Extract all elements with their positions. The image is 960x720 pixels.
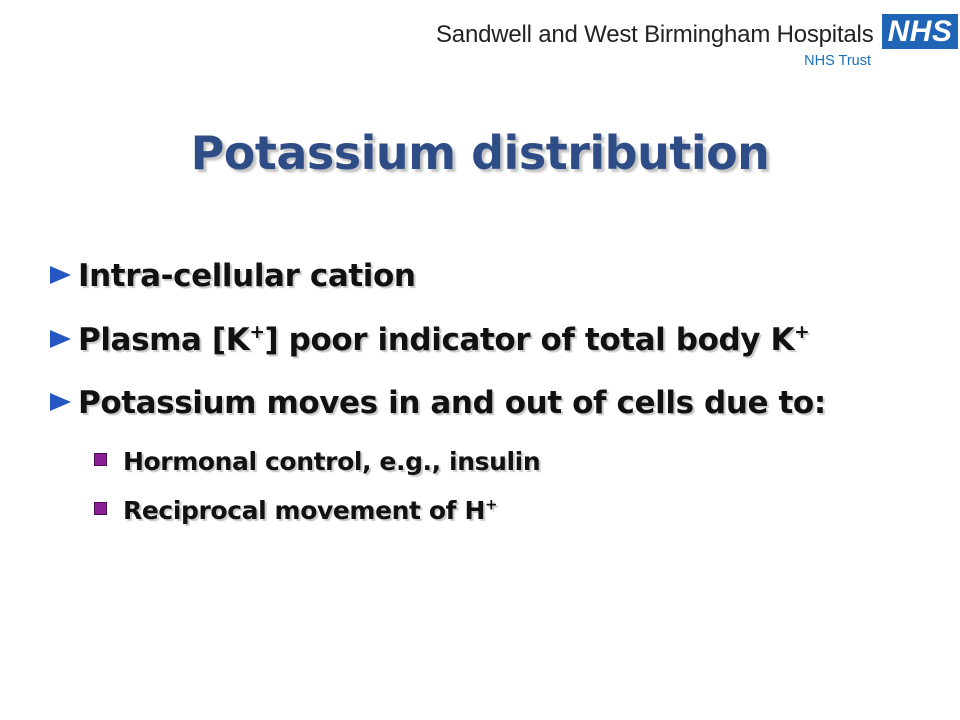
superscript: + [794, 321, 810, 343]
sub-bullet-item [94, 496, 497, 525]
bullet-text: Hormonal control, e.g., insulin [123, 447, 541, 476]
bullet-item [50, 322, 809, 358]
nhs-logo: NHS [882, 14, 958, 49]
square-bullet-icon [94, 502, 107, 515]
bullet-item [50, 258, 416, 294]
bullet-text: Plasma [K [78, 322, 250, 358]
trust-name: NHS Trust [804, 53, 871, 69]
bullet-text: Reciprocal movement of H [123, 496, 485, 525]
square-bullet-icon [94, 453, 107, 466]
bullet-text: ] poor indicator of total body K [264, 322, 795, 358]
superscript: + [484, 495, 498, 514]
sub-bullet-item [94, 447, 540, 476]
triangle-arrow-icon [50, 330, 71, 348]
triangle-arrow-icon [50, 266, 71, 284]
triangle-arrow-icon [50, 393, 71, 411]
superscript: + [249, 321, 265, 343]
bullet-text: Potassium moves in and out of cells due to: [78, 385, 826, 421]
bullet-text: Intra-cellular cation [78, 258, 416, 294]
slide-title: Potassium distribution [190, 126, 770, 180]
bullet-item [50, 385, 826, 421]
org-name: Sandwell and West Birmingham Hospitals [436, 21, 874, 48]
